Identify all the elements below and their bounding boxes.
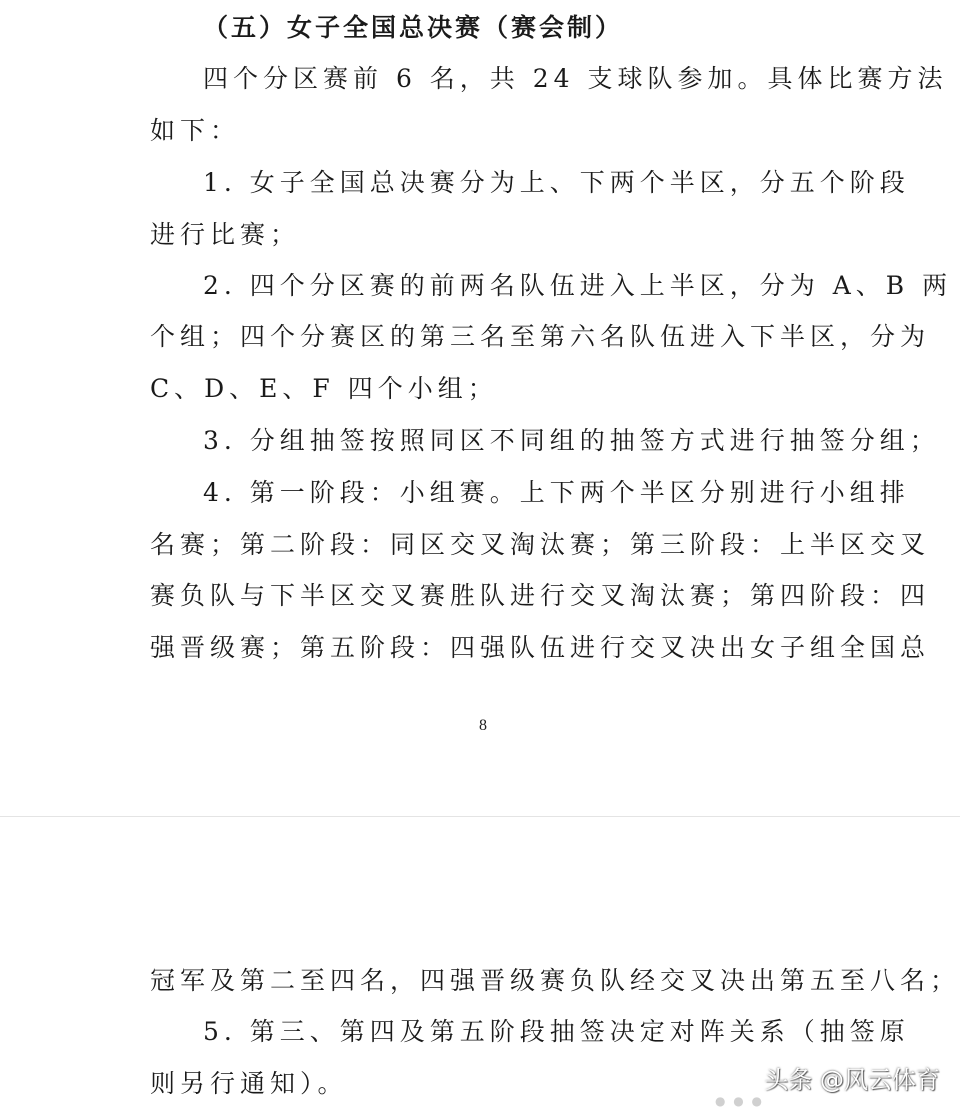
watermark-logo: 头条 @风云体育 (764, 1066, 940, 1094)
paragraph-line: 四个分区赛前 6 名，共 24 支球队参加。具体比赛方法 (203, 64, 948, 93)
page-number: 8 (479, 717, 487, 734)
paragraph-line: 赛负队与下半区交叉赛胜队进行交叉淘汰赛；第四阶段：四 (150, 581, 931, 610)
faint-watermark-mark: ● ● ● (714, 1094, 764, 1108)
paragraph-line: 4. 第一阶段：小组赛。上下两个半区分别进行小组排 (203, 478, 910, 507)
paragraph-line: 冠军及第二至四名，四强晋级赛负队经交叉决出第五至八名； (150, 966, 960, 995)
paragraph-line: 1. 女子全国总决赛分为上、下两个半区，分五个阶段 (203, 168, 910, 197)
paragraph-line: 如下： (150, 116, 241, 145)
paragraph-line: C、D、E、F 四个小组； (150, 374, 498, 403)
paragraph-line: 3. 分组抽签按照同区不同组的抽签方式进行抽签分组； (203, 426, 940, 455)
paragraph-line: 5. 第三、第四及第五阶段抽签决定对阵关系（抽签原 (203, 1017, 910, 1046)
paragraph-line: 2. 四个分区赛的前两名队伍进入上半区，分为 A、B 两 (203, 271, 953, 300)
paragraph-line: 进行比赛； (150, 220, 301, 249)
section-heading: （五）女子全国总决赛（赛会制） (203, 13, 624, 42)
paragraph-line: 强晋级赛；第五阶段：四强队伍进行交叉决出女子组全国总 (150, 633, 931, 662)
paragraph-line: 名赛；第二阶段：同区交叉淘汰赛；第三阶段：上半区交叉 (150, 530, 931, 559)
paragraph-line: 个组；四个分赛区的第三名至第六名队伍进入下半区，分为 (150, 322, 931, 351)
paragraph-line: 则另行通知）。 (150, 1069, 348, 1098)
